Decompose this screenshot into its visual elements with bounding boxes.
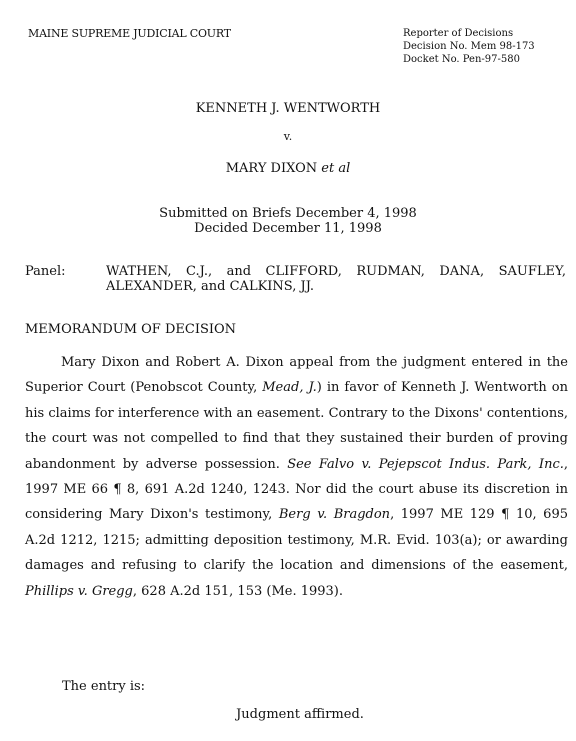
memorandum-body xyxy=(25,350,568,604)
reporter-block xyxy=(403,27,535,66)
decision-number: Decision No. Mem 98-173 xyxy=(403,41,535,52)
panel-label: Panel: xyxy=(25,264,66,279)
judge-citation: Mead, J. xyxy=(262,380,317,396)
body-segment: ) in favor of Kenneth J. Wentworth on his claims for interference with an easement. Contrary to the Dixons' contentions, the court was not compelled to find that they sustained their burden of proving abandonment by adverse possession. xyxy=(25,380,568,472)
decision-dates xyxy=(0,206,576,236)
docket-number: Docket No. Pen-97-580 xyxy=(403,54,520,65)
submitted-date: Submitted on Briefs December 4, 1998 xyxy=(159,206,417,221)
body-segment: , 628 A.2d 151, 153 (Me. 1993). xyxy=(132,583,343,599)
panel-justices: WATHEN, C.J., and CLIFFORD, RUDMAN, DANA, SAUFLEY, ALEXANDER, and CALKINS, JJ. xyxy=(106,264,566,294)
reporter-title: Reporter of Decisions xyxy=(403,28,514,39)
decided-date: Decided December 11, 1998 xyxy=(194,221,382,236)
body-segment: , 1997 ME 66 ¶ 8, 691 A.2d 1240, 1243. Nor did the court abuse its discretion in considering Mary Dixon's testimony, xyxy=(25,456,568,523)
memorandum-heading: MEMORANDUM OF DECISION xyxy=(25,322,237,337)
case-citation-falvo: See Falvo v. Pejepscot Indus. Park, Inc. xyxy=(287,456,564,472)
entry-intro: The entry is: xyxy=(62,679,146,694)
defendant-suffix: et al xyxy=(321,161,351,176)
defendant-name xyxy=(0,161,576,176)
defendant-text: MARY DIXON xyxy=(225,161,318,176)
body-segment: , 1997 ME 129 ¶ 10, 695 A.2d 1212, 1215; admitting deposition testimony, M.R. Evid. 103(a); or awarding damages and refusing to clarify the location and dimensions of the easement, xyxy=(25,507,568,574)
case-citation-phillips: Phillips v. Gregg xyxy=(25,583,133,599)
judgment-text: Judgment affirmed. xyxy=(236,707,364,722)
body-segment: Mary Dixon and Robert A. Dixon appeal from the judgment entered in the Superior Court (Penobscot County, xyxy=(25,355,568,396)
versus-label: v. xyxy=(283,130,293,143)
court-name: MAINE SUPREME JUDICIAL COURT xyxy=(28,27,231,40)
case-citation-berg: Berg v. Bragdon xyxy=(278,507,391,523)
plaintiff-name: KENNETH J. WENTWORTH xyxy=(195,101,381,116)
